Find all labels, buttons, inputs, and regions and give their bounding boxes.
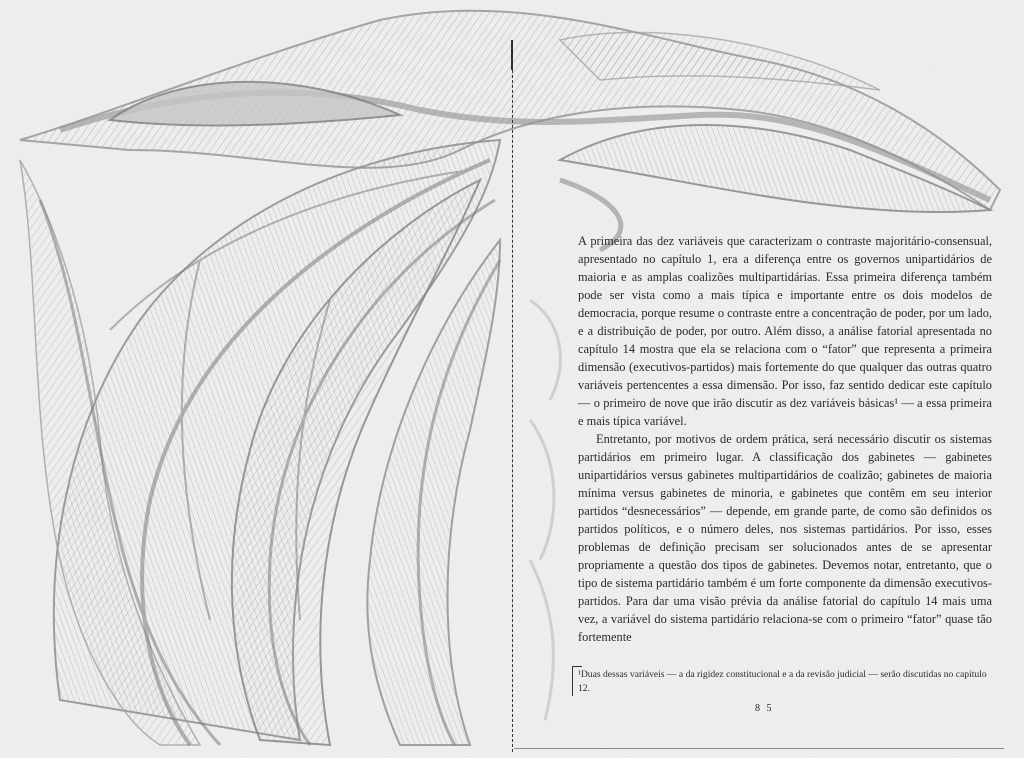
spine-mark <box>511 40 513 70</box>
footnote <box>578 668 992 695</box>
page-bottom-edge <box>514 748 1004 749</box>
body-text <box>578 232 992 646</box>
paragraph-1: A primeira das dez variáveis que caracterizam o contraste majoritário-consensual, apresentado no capítulo 1, era a diferença entre os governos unipartidários de maioria e as amplas coalizões multipartidárias. Essa primeira diferença também pode ser vista como a mais típica e importante entre os dois modelos de democracia, porque resume o contraste entre a concentração de poder, por um lado, e a distribuição de poder, por outro. Além disso, a análise fatorial apresentada no capítulo 14 mostra que ela se relaciona com o “fator” que representa a primeira dimensão (executivos-partidos) mais fortemente do que qualquer das outras quatro variáveis pertencentes a essa dimensão. Por isso, faz sentido dedicar este capítulo — o primeiro de nove que irão discutir as dez variáveis básicas¹ — a essa primeira e mais típica variável. <box>578 234 992 428</box>
paragraph-2: Entretanto, por motivos de ordem prática, será necessário discutir os sistemas partidários em primeiro lugar. A classificação dos gabinetes — gabinetes unipartidários versus gabinetes multipartidários de coalizão; gabinetes de maioria mínima versus gabinetes de minoria, e gabinetes que contêm em seu interior partidos “desnecessários” — depende, em grande parte, de como são definidos os partidos políticos, e o número deles, nos sistemas partidários. Por isso, esses problemas de definição precisam ser solucionados antes de se apresentar propriamente a questão dos tipos de gabinetes. Devemos notar, entretanto, que o tipo de sistema partidário também é um forte componente da dimensão executivos-partidos. Para dar uma visão prévia da análise fatorial do capítulo 14 mais uma vez, a variável do sistema partidário relaciona-se com o primeiro “fator” quase tão fortemente <box>578 432 992 644</box>
page-number: 8 5 <box>755 703 774 714</box>
footnote-rule <box>572 666 573 696</box>
book-spine-line <box>512 40 513 752</box>
footnote-text: ¹Duas dessas variáveis — a da rigidez constitucional e a da revisão judicial — serão discutidas no capítulo 12. <box>578 669 987 694</box>
footnote-rule-top <box>572 666 582 667</box>
